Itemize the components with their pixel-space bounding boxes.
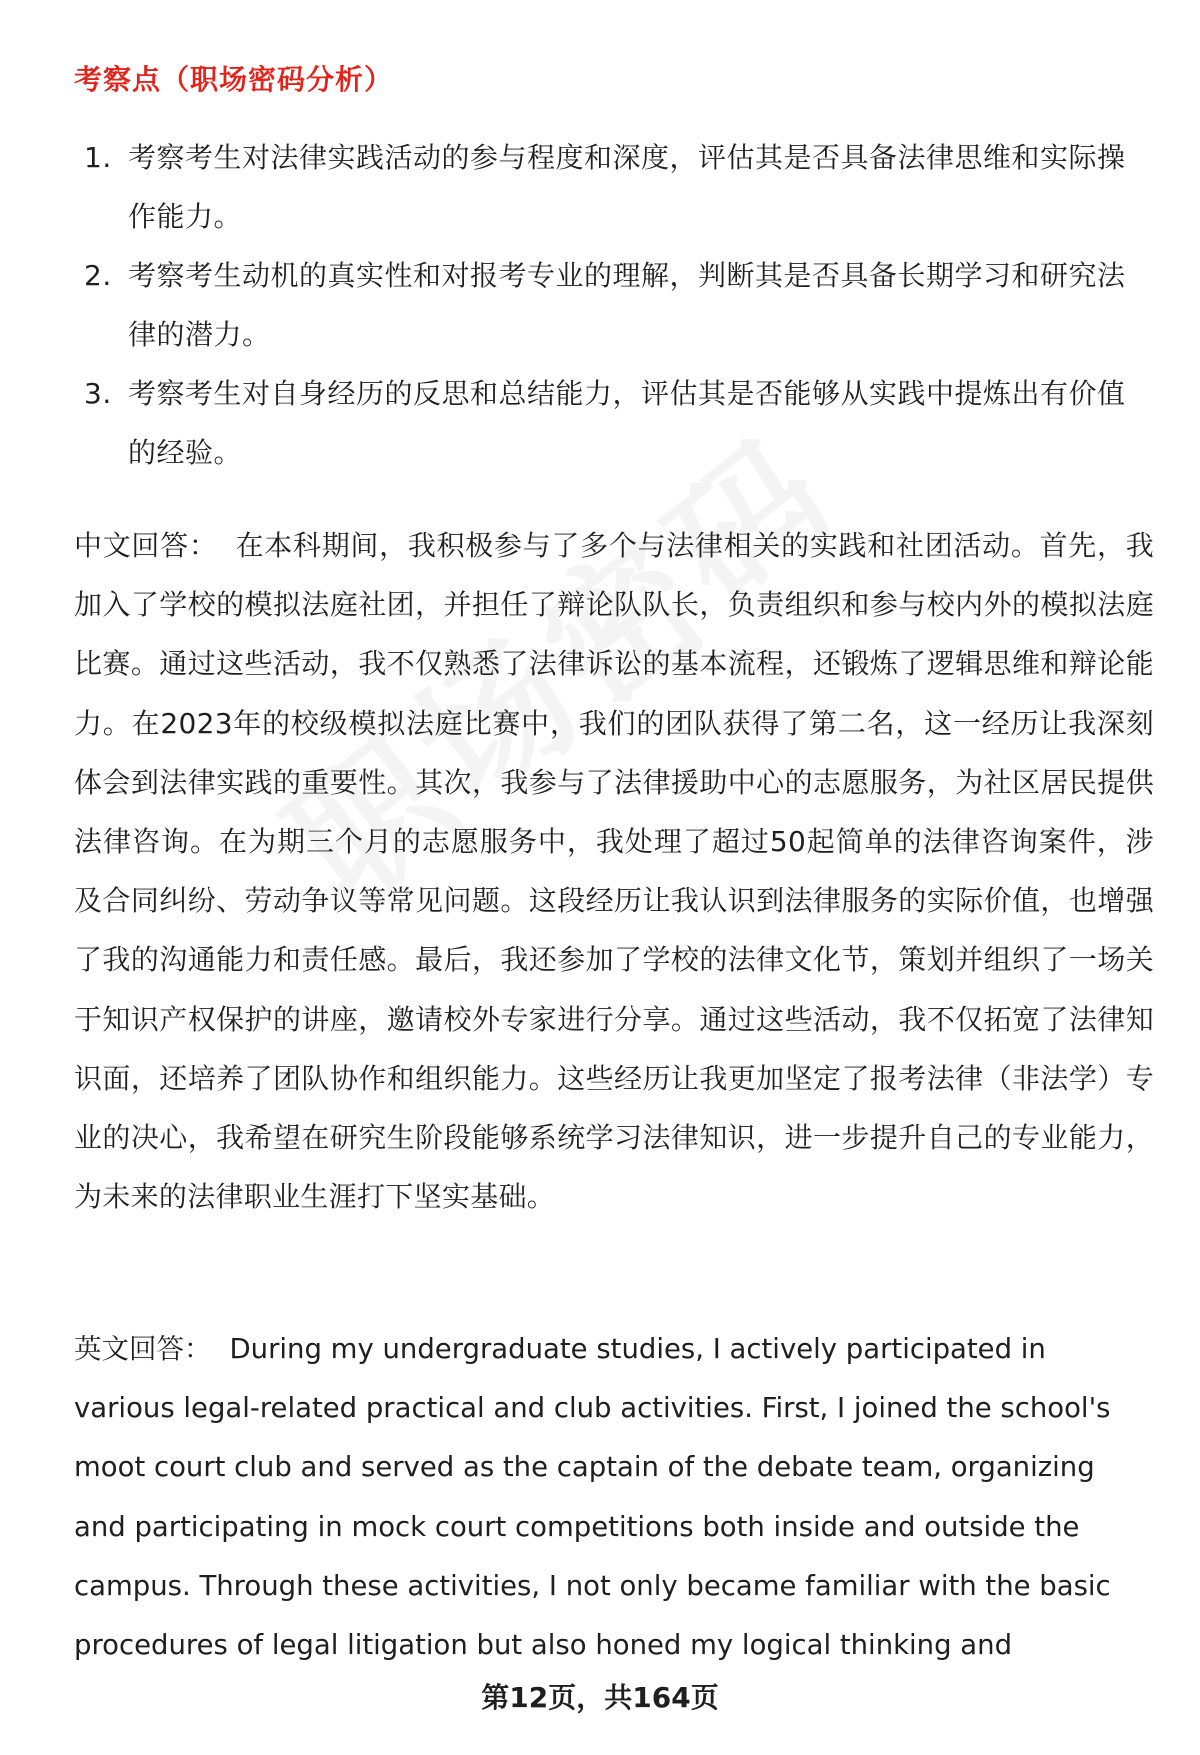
point-text: 考察考生动机的真实性和对报考专业的理解，判断其是否具备长期学习和研究法律的潜力。 [128, 259, 1126, 351]
point-number: 2. [84, 259, 112, 292]
chinese-answer [74, 516, 1154, 1226]
assessment-point [80, 364, 1140, 482]
english-answer [74, 1320, 1154, 1675]
assessment-points-list [80, 128, 1140, 482]
point-number: 1. [84, 141, 112, 174]
point-text: 考察考生对自身经历的反思和总结能力，评估其是否能够从实践中提炼出有价值的经验。 [128, 377, 1126, 469]
section-title: 考察点（职场密码分析） [74, 63, 394, 96]
chinese-answer-text: 在本科期间，我积极参与了多个与法律相关的实践和社团活动。首先，我加入了学校的模拟法庭社团，并担任了辩论队队长，负责组织和参与校内外的模拟法庭比赛。通过这些活动，我不仅熟悉了法律诉讼的基本流程，还锻炼了逻辑思维和辩论能力。在2023年的校级模拟法庭比赛中，我们的团队获得了第二名，这一经历让我深刻体会到法律实践的重要性。其次，我参与了法律援助中心的志愿服务，为社区居民提供法律咨询。在为期三个月的志愿服务中，我处理了超过50起简单的法律咨询案件，涉及合同纠纷、劳动争议等常见问题。这段经历让我认识到法律服务的实际价值，也增强了我的沟通能力和责任感。最后，我还参加了学校的法律文化节，策划并组织了一场关于知识产权保护的讲座，邀请校外专家进行分享。通过这些活动，我不仅拓宽了法律知识面，还培养了团队协作和组织能力。这些经历让我更加坚定了报考法律（非法学）专业的决心，我希望在研究生阶段能够系统学习法律知识，进一步提升自己的专业能力，为未来的法律职业生涯打下坚实基础。 [74, 529, 1154, 1214]
assessment-point [80, 246, 1140, 364]
english-answer-text: During my undergraduate studies, I actively participated in various legal-related practical and club activities. First, I joined the school's moot court club and served as the captain of the debate team, organizing and participating in mock court competitions both inside and outside the campus. Through these activities, I not only became familiar with the basic procedures of legal litigation but also honed my logical thinking and [74, 1333, 1111, 1662]
point-number: 3. [84, 377, 112, 410]
page-number: 第12页，共164页 [481, 1681, 719, 1714]
point-text: 考察考生对法律实践活动的参与程度和深度，评估其是否具备法律思维和实际操作能力。 [128, 141, 1126, 233]
english-answer-label: 英文回答： [74, 1333, 212, 1365]
assessment-point [80, 128, 1140, 246]
chinese-answer-label: 中文回答： [74, 529, 218, 562]
